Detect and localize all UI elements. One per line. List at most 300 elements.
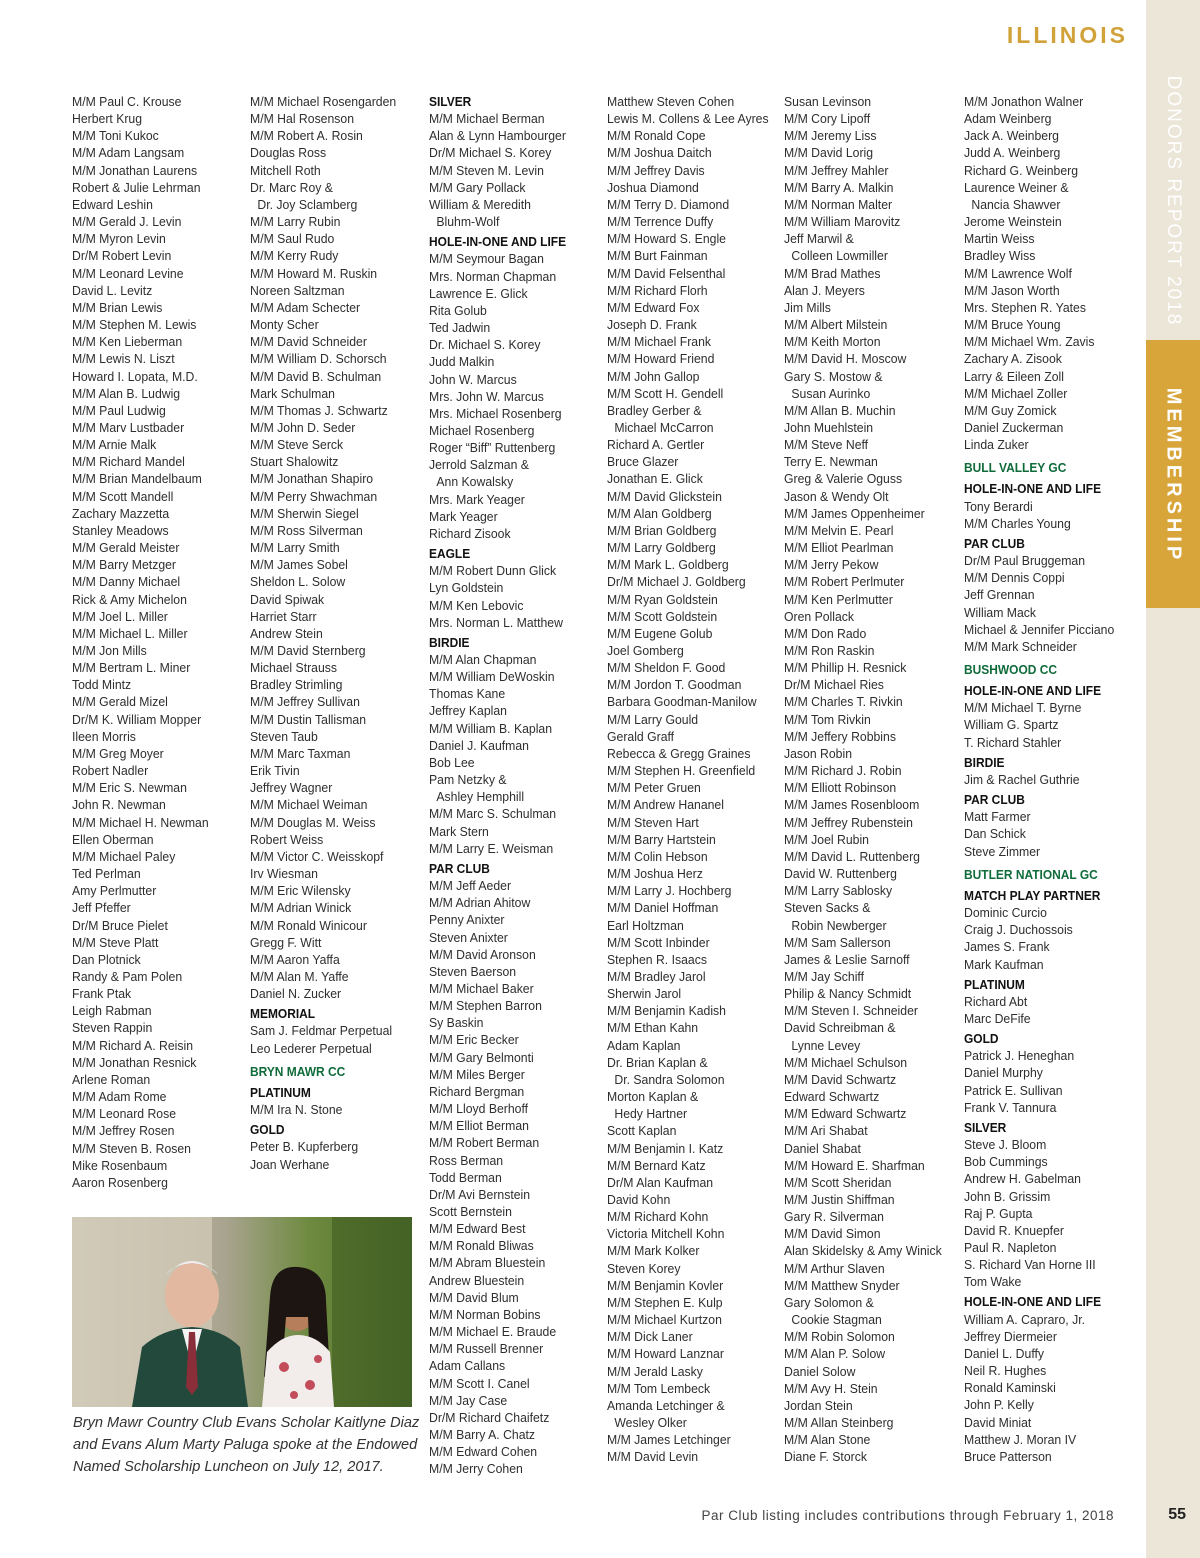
donor-entry: M/M Scott H. Gendell: [607, 385, 724, 401]
donor-entry: M/M Toni Kukoc: [72, 128, 159, 144]
donor-entry: Bob Cummings: [964, 1154, 1048, 1170]
donor-entry: Jerrold Salzman &: [429, 457, 529, 473]
donor-entry: Mrs. John W. Marcus: [429, 388, 544, 404]
donor-entry: Daniel Solow: [784, 1363, 856, 1379]
donor-entry: M/M David H. Moscow: [784, 351, 907, 367]
footer-note: Par Club listing includes contributions through February 1, 2018: [701, 1508, 1114, 1523]
donor-entry: M/M Jonathan Laurens: [72, 162, 198, 178]
donor-entry: Tony Berardi: [964, 498, 1033, 514]
donor-entry: Steven Korey: [607, 1260, 681, 1276]
level-heading: HOLE-IN-ONE AND LIFE: [964, 481, 1102, 497]
donor-entry: Dr. Michael S. Korey: [429, 337, 541, 353]
donor-entry: M/M Guy Zomick: [964, 402, 1057, 418]
donor-entry: M/M Greg Moyer: [72, 745, 164, 761]
donor-entry: John P. Kelly: [964, 1397, 1034, 1413]
donor-entry: M/M Larry Rubin: [250, 214, 341, 230]
page-number: 55: [1168, 1506, 1186, 1523]
donor-entry: M/M Avy H. Stein: [784, 1380, 878, 1396]
donor-entry: Jerome Weinstein: [964, 214, 1062, 230]
donor-entry: M/M Hal Rosenson: [250, 111, 355, 127]
donor-entry: M/M Dennis Coppi: [964, 570, 1065, 586]
donor-entry: Bruce Patterson: [964, 1448, 1052, 1464]
donor-entry: John Muehlstein: [784, 419, 874, 435]
donor-entry: M/M Thomas J. Schwartz: [250, 402, 388, 418]
donor-entry: M/M Sam Sallerson: [784, 934, 891, 950]
donor-entry: Adam Weinberg: [964, 111, 1052, 127]
donor-entry: M/M Lewis N. Liszt: [72, 351, 175, 367]
donor-entry: M/M Ken Lieberman: [72, 334, 183, 350]
donor-entry: M/M Victor C. Weisskopf: [250, 848, 384, 864]
donor-entry: M/M Bradley Jarol: [607, 968, 706, 984]
donor-entry: M/M Stephen E. Kulp: [607, 1294, 723, 1310]
donor-entry: William & Meredith: [429, 196, 531, 212]
donor-entry: M/M Jonathon Walner: [964, 94, 1084, 109]
donor-entry-continued: Colleen Lowmiller: [791, 248, 888, 264]
donor-entry: M/M Norman Malter: [784, 196, 893, 212]
donor-column-3: [429, 93, 604, 1478]
donor-entry: M/M Ronald Bliwas: [429, 1238, 534, 1254]
donor-entry: Gregg F. Witt: [250, 934, 322, 950]
donor-entry: Oren Pollack: [784, 608, 855, 624]
donor-entry: Robert Nadler: [72, 763, 149, 779]
donor-entry: Dan Plotnick: [72, 951, 141, 967]
donor-entry: Matthew J. Moran IV: [964, 1431, 1077, 1447]
donor-entry: M/M Howard M. Ruskin: [250, 265, 378, 281]
donor-entry: M/M Danny Michael: [72, 574, 181, 590]
donor-entry-continued: Dr. Sandra Solomon: [614, 1071, 725, 1087]
donor-entry: Irv Wiesman: [250, 866, 318, 882]
donor-entry: M/M Allan B. Muchin: [784, 402, 896, 418]
donor-entry: M/M Matthew Snyder: [784, 1277, 900, 1293]
donor-entry: M/M Dick Laner: [607, 1329, 693, 1345]
donor-entry: Thomas Kane: [429, 686, 506, 702]
donor-entry: Mrs. Norman Chapman: [429, 268, 557, 284]
donor-entry: Harriet Starr: [250, 608, 317, 624]
donor-entry: Gary Solomon &: [784, 1294, 874, 1310]
donor-entry: M/M Jeffrey Rosen: [72, 1123, 175, 1139]
level-heading: PLATINUM: [250, 1084, 311, 1100]
donor-entry: Dominic Curcio: [964, 905, 1047, 921]
donor-entry: M/M Alan B. Ludwig: [72, 385, 181, 401]
donor-entry: M/M Jeff Aeder: [429, 878, 512, 894]
donor-entry: M/M Ronald Cope: [607, 128, 706, 144]
donor-entry: M/M Marc S. Schulman: [429, 806, 557, 822]
donor-entry: Herbert Krug: [72, 111, 143, 127]
donor-entry: M/M Steven B. Rosen: [72, 1140, 191, 1156]
donor-entry: M/M Brian Lewis: [72, 299, 163, 315]
donor-entry: M/M Barry A. Malkin: [784, 179, 894, 195]
donor-entry: M/M Andrew Hananel: [607, 797, 724, 813]
donor-entry: Edward Schwartz: [784, 1089, 880, 1105]
donor-entry: Steven Sacks &: [784, 900, 871, 916]
donor-entry: Victoria Mitchell Kohn: [607, 1226, 725, 1242]
donor-entry: James S. Frank: [964, 939, 1050, 955]
donor-entry: Arlene Roman: [72, 1071, 151, 1087]
donor-entry: M/M Jerald Lasky: [607, 1363, 703, 1379]
donor-entry: M/M Peter Gruen: [607, 780, 701, 796]
donor-entry: M/M Gerald Mizel: [72, 694, 168, 710]
donor-entry: Judd A. Weinberg: [964, 145, 1061, 161]
donor-entry: M/M Elliott Robinson: [784, 780, 897, 796]
donor-entry-continued: Wesley Olker: [614, 1415, 687, 1431]
donor-entry-continued: Robin Newberger: [791, 917, 887, 933]
donor-entry: James & Leslie Sarnoff: [784, 951, 910, 967]
donor-entry: M/M Ron Raskin: [784, 643, 875, 658]
donor-entry: M/M Sheldon F. Good: [607, 660, 726, 676]
donor-entry: M/M Joshua Herz: [607, 866, 703, 882]
donor-entry: Marc DeFife: [964, 1010, 1031, 1026]
donor-column-6: [964, 93, 1139, 1465]
donor-entry: M/M Howard S. Engle: [607, 231, 726, 247]
donor-entry: M/M Keith Morton: [784, 334, 881, 350]
donor-entry: M/M Michael T. Byrne: [964, 700, 1082, 716]
donor-entry: M/M Jeffrey Rubenstein: [784, 814, 913, 830]
donor-entry: Mitchell Roth: [250, 162, 321, 178]
donor-entry: M/M James Rosenbloom: [784, 797, 920, 813]
donor-entry: Dan Schick: [964, 826, 1026, 842]
donor-entry: Adam Callans: [429, 1358, 506, 1374]
donor-entry: Jeff Grennan: [964, 587, 1035, 603]
donor-entry: M/M James Letchinger: [607, 1432, 731, 1448]
donor-entry: Laurence Weiner &: [964, 179, 1069, 195]
donor-entry: M/M Lloyd Berhoff: [429, 1101, 529, 1117]
donor-entry: Erik Tivin: [250, 763, 300, 779]
donor-entry: Steven Baerson: [429, 963, 517, 979]
donor-entry: M/M Edward Best: [429, 1221, 526, 1237]
donor-entry: Diane F. Storck: [784, 1449, 867, 1465]
donor-entry: M/M Michael Rosengarden: [250, 94, 397, 109]
donor-entry: M/M Terry D. Diamond: [607, 196, 730, 212]
donor-entry: M/M David Sternberg: [250, 643, 366, 658]
donor-entry: Steve J. Bloom: [964, 1137, 1047, 1153]
donor-entry: Amy Perlmutter: [72, 883, 157, 899]
donor-entry: M/M Howard Lanznar: [607, 1346, 724, 1362]
level-heading: HOLE-IN-ONE AND LIFE: [429, 234, 567, 250]
donor-entry: M/M Abram Bluestein: [429, 1255, 546, 1271]
donor-entry: M/M Benjamin Kovler: [607, 1277, 724, 1293]
donor-entry: Judd Malkin: [429, 354, 495, 370]
donor-entry: Alan Skidelsky & Amy Winick: [784, 1243, 942, 1259]
donor-entry: Neil R. Hughes: [964, 1363, 1047, 1379]
donor-entry: M/M David B. Schulman: [250, 368, 382, 384]
donor-entry: Patrick E. Sullivan: [964, 1082, 1063, 1098]
donor-entry: M/M Steve Platt: [72, 934, 159, 950]
donor-entry: M/M Howard E. Sharfman: [784, 1157, 925, 1173]
donor-entry: Jordan Stein: [784, 1397, 853, 1413]
donor-entry-continued: Dr. Joy Sclamberg: [257, 196, 358, 212]
photo-caption: Bryn Mawr Country Club Evans Scholar Kaitlyne Diaz and Evans Alum Marty Paluga spoke at the Endowed Named Scholarship Luncheon on July 12, 2017.: [73, 1415, 420, 1475]
level-heading: MEMORIAL: [250, 1006, 316, 1022]
donor-entry: Paul R. Napleton: [964, 1240, 1057, 1255]
donor-entry: M/M John D. Seder: [250, 419, 356, 435]
donor-entry: Daniel N. Zucker: [250, 986, 342, 1002]
donor-entry: M/M Stephen Barron: [429, 998, 542, 1014]
donor-entry: Stephen R. Isaacs: [607, 951, 707, 967]
donor-entry: M/M Michael Schulson: [784, 1054, 908, 1070]
donor-entry: M/M David Levin: [607, 1449, 699, 1465]
donor-entry: Jack A. Weinberg: [964, 128, 1059, 144]
donor-entry: M/M Alan Chapman: [429, 652, 537, 667]
donor-entry: M/M Jeffrey Davis: [607, 162, 705, 178]
level-heading: HOLE-IN-ONE AND LIFE: [964, 683, 1102, 699]
donor-entry: M/M Larry Gould: [607, 711, 699, 727]
donor-entry: M/M Colin Hebson: [607, 848, 708, 864]
donor-entry: Joseph D. Frank: [607, 317, 697, 333]
donor-entry: Michael & Jennifer Picciano: [964, 621, 1115, 637]
donor-entry: M/M Alan Stone: [784, 1432, 871, 1448]
donor-entry: M/M Ken Lebovic: [429, 597, 524, 613]
donor-entry: M/M Mark Kolker: [607, 1243, 700, 1259]
donor-entry: Richard Zisook: [429, 525, 511, 541]
donor-entry: M/M Elliot Berman: [429, 1118, 529, 1134]
donor-entry: M/M Phillip H. Resnick: [784, 660, 907, 676]
donor-entry: Edward Leshin: [72, 196, 153, 212]
level-heading: PAR CLUB: [429, 860, 490, 876]
donor-entry: Rick & Amy Michelon: [72, 591, 187, 607]
donor-entry: M/M Russell Brenner: [429, 1341, 544, 1357]
donor-entry: M/M Mark Schneider: [964, 638, 1077, 654]
donor-entry: Andrew H. Gabelman: [964, 1171, 1081, 1187]
donor-entry: M/M Sherwin Siegel: [250, 505, 359, 521]
donor-entry: M/M Aaron Yaffa: [250, 951, 340, 967]
donor-entry: M/M Eugene Golub: [607, 625, 713, 641]
donor-entry: M/M Gary Belmonti: [429, 1049, 534, 1065]
donor-entry: Mrs. Norman L. Matthew: [429, 614, 563, 630]
donor-entry: M/M David Felsenthal: [607, 265, 726, 281]
donor-entry: M/M Adrian Ahitow: [429, 895, 531, 911]
donor-entry: M/M David Simon: [784, 1226, 881, 1242]
donor-entry: M/M Stephen H. Greenfield: [607, 763, 756, 779]
donor-entry: Dr/M Michael S. Korey: [429, 145, 552, 161]
donor-entry-continued: Ann Kowalsky: [436, 474, 514, 490]
donor-entry: Rebecca & Gregg Graines: [607, 745, 751, 761]
donor-entry: Howard I. Lopata, M.D.: [72, 368, 198, 384]
donor-entry: Raj P. Gupta: [964, 1205, 1033, 1221]
donor-entry: M/M Tom Rivkin: [784, 711, 871, 727]
donor-entry: Dr. Brian Kaplan &: [607, 1054, 708, 1070]
donor-entry: David L. Levitz: [72, 282, 153, 298]
donor-entry: M/M Alan M. Yaffe: [250, 968, 349, 984]
donor-entry: Mark Schulman: [250, 385, 335, 401]
level-heading: HOLE-IN-ONE AND LIFE: [964, 1294, 1102, 1310]
donor-entry: M/M Joel Rubin: [784, 831, 869, 847]
level-heading: EAGLE: [429, 546, 471, 562]
donor-entry: M/M Adrian Winick: [250, 900, 352, 916]
donor-entry: Dr. Marc Roy &: [250, 179, 333, 195]
donor-entry: M/M Steve Serck: [250, 437, 344, 453]
donor-entry: Bradley Wiss: [964, 248, 1036, 264]
level-heading: SILVER: [964, 1119, 1007, 1135]
donor-entry-continued: Cookie Stagman: [791, 1312, 882, 1328]
donor-entry: Richard A. Gertler: [607, 437, 705, 453]
donor-entry: M/M Scott Mandell: [72, 488, 174, 504]
donor-entry: David Kohn: [607, 1192, 671, 1207]
donor-column-1: [72, 93, 247, 1191]
donor-entry: Pam Netzky &: [429, 772, 507, 788]
club-heading: BUTLER NATIONAL GC: [964, 866, 1098, 882]
donor-entry: M/M James Sobel: [250, 557, 348, 573]
donor-entry: Dr/M K. William Mopper: [72, 711, 202, 727]
donor-entry: M/M Mark L. Goldberg: [607, 557, 729, 573]
donor-entry: M/M Ryan Goldstein: [607, 591, 718, 607]
donor-entry: Jim Mills: [784, 299, 831, 315]
level-heading: SILVER: [429, 94, 472, 109]
donor-entry: M/M David Blum: [429, 1289, 519, 1305]
donor-entry: M/M Don Rado: [784, 625, 867, 641]
donor-entry: M/M Allan Steinberg: [784, 1415, 894, 1431]
donor-entry: Richard Abt: [964, 993, 1028, 1009]
donor-entry: M/M Arthur Slaven: [784, 1260, 885, 1276]
donor-entry: T. Richard Stahler: [964, 734, 1062, 750]
donor-entry: Daniel J. Kaufman: [429, 737, 529, 753]
donor-entry: Bradley Strimling: [250, 677, 343, 693]
donor-entry: M/M Ira N. Stone: [250, 1102, 343, 1118]
donor-entry: M/M Eric Wilensky: [250, 883, 351, 899]
donor-entry: Mrs. Mark Yeager: [429, 491, 525, 507]
donor-entry: M/M David L. Ruttenberg: [784, 848, 920, 864]
donor-entry: Adam Kaplan: [607, 1037, 681, 1053]
donor-entry: Aaron Rosenberg: [72, 1174, 168, 1190]
donor-entry: M/M Leonard Rose: [72, 1106, 177, 1122]
donor-entry: Leo Lederer Perpetual: [250, 1040, 372, 1056]
donor-entry: M/M Kerry Rudy: [250, 248, 339, 264]
donor-entry: M/M Brad Mathes: [784, 265, 881, 281]
donor-entry-continued: Lynne Levey: [791, 1037, 861, 1053]
donor-entry: Daniel Murphy: [964, 1065, 1043, 1081]
donor-entry: Daniel L. Duffy: [964, 1345, 1045, 1361]
donor-entry: M/M Edward Schwartz: [784, 1106, 907, 1122]
donor-entry: Douglas Ross: [250, 145, 327, 161]
donor-column-4: [607, 93, 782, 1466]
donor-entry: Jason & Wendy Olt: [784, 488, 889, 504]
donor-entry-continued: Susan Aurinko: [791, 385, 871, 401]
donor-entry: M/M Richard Mandel: [72, 454, 185, 470]
donor-entry: M/M Eric Becker: [429, 1032, 519, 1048]
donor-entry: M/M Charles T. Rivkin: [784, 694, 903, 710]
donor-entry: M/M Bruce Young: [964, 317, 1061, 333]
donor-entry: Bradley Gerber &: [607, 402, 702, 418]
donor-entry: M/M Jeffrey Sullivan: [250, 694, 360, 710]
donor-entry: M/M Michael L. Miller: [72, 625, 188, 641]
donor-entry: M/M Barry A. Chatz: [429, 1427, 536, 1443]
donor-entry: M/M Daniel Hoffman: [607, 900, 719, 916]
donor-entry: M/M Richard A. Reisin: [72, 1037, 194, 1053]
donor-entry: M/M Scott Goldstein: [607, 608, 718, 624]
donor-entry: M/M Barry Metzger: [72, 557, 177, 573]
donor-entry: Jeffrey Diermeier: [964, 1328, 1057, 1344]
donor-entry: Todd Mintz: [72, 677, 132, 693]
donor-entry: Jonathan E. Glick: [607, 471, 703, 487]
donor-entry: M/M Marv Lustbader: [72, 419, 185, 435]
donor-entry: Alan J. Meyers: [784, 282, 865, 298]
donor-entry: Mark Yeager: [429, 508, 498, 524]
donor-entry: Jeff Marwil &: [784, 231, 854, 247]
donor-entry: M/M Stephen M. Lewis: [72, 317, 197, 333]
donor-entry: Scott Bernstein: [429, 1204, 512, 1219]
donor-entry: Matt Farmer: [964, 809, 1031, 825]
donor-entry: M/M Ronald Winicour: [250, 917, 367, 933]
donor-entry: M/M Alan Goldberg: [607, 505, 712, 521]
donor-entry: M/M Richard J. Robin: [784, 763, 902, 779]
donor-entry: M/M Robert A. Rosin: [250, 128, 363, 144]
donor-entry: M/M Brian Mandelbaum: [72, 471, 202, 487]
donor-entry: M/M Jay Case: [429, 1392, 508, 1408]
donor-entry-continued: Bluhm-Wolf: [436, 214, 500, 230]
donor-entry: M/M Dustin Tallisman: [250, 711, 367, 727]
donor-entry: M/M David Glickstein: [607, 488, 722, 504]
donor-entry-continued: Ashley Hemphill: [436, 789, 525, 805]
donor-entry: M/M Jeffery Robbins: [784, 728, 896, 744]
donor-entry: M/M Arnie Malk: [72, 437, 157, 453]
donor-entry: Ronald Kaminski: [964, 1380, 1056, 1396]
donor-entry: Amanda Letchinger &: [607, 1397, 725, 1413]
donor-entry: M/M Ari Shabat: [784, 1123, 868, 1139]
donor-entry: M/M Jerry Cohen: [429, 1461, 523, 1477]
donor-entry: Andrew Stein: [250, 625, 323, 641]
donor-entry: M/M Leonard Levine: [72, 265, 184, 281]
donor-entry: Steve Zimmer: [964, 843, 1041, 859]
donor-entry: William A. Capraro, Jr.: [964, 1311, 1086, 1327]
donor-entry: M/M Larry Smith: [250, 540, 340, 556]
donor-entry: Steven Taub: [250, 728, 318, 744]
donor-entry: Mrs. Stephen R. Yates: [964, 299, 1086, 315]
donor-column-5: [784, 93, 959, 1466]
donor-entry: David Miniat: [964, 1414, 1032, 1430]
donor-entry: William Mack: [964, 604, 1037, 620]
level-heading: MATCH PLAY PARTNER: [964, 887, 1101, 903]
donor-entry: Dr/M Michael J. Goldberg: [607, 574, 746, 590]
donor-entry: Frank V. Tannura: [964, 1099, 1057, 1115]
donor-entry: Dr/M Alan Kaufman: [607, 1174, 714, 1190]
donor-entry: Frank Ptak: [72, 986, 132, 1002]
donor-entry: M/M Michael Frank: [607, 334, 712, 350]
donor-entry: M/M Joshua Daitch: [607, 145, 712, 161]
donor-entry: M/M Richard Florh: [607, 282, 708, 298]
donor-entry: Bob Lee: [429, 754, 475, 770]
donor-entry: Gary R. Silverman: [784, 1209, 884, 1225]
donor-entry: Dr/M Richard Chaifetz: [429, 1409, 550, 1425]
level-heading: BIRDIE: [429, 634, 470, 650]
donor-entry: M/M Michael Berman: [429, 111, 545, 127]
donor-entry: Robert Weiss: [250, 831, 324, 847]
donor-entry: Ross Berman: [429, 1152, 504, 1168]
donor-entry: M/M Edward Cohen: [429, 1444, 538, 1460]
donor-entry: M/M Cory Lipoff: [784, 111, 871, 127]
donor-entry: M/M Elliot Pearlman: [784, 540, 894, 556]
donor-entry: M/M William D. Schorsch: [250, 351, 387, 367]
donor-entry: M/M William Marovitz: [784, 214, 901, 230]
donor-entry: Ellen Oberman: [72, 831, 154, 847]
donor-entry: M/M Tom Lembeck: [607, 1380, 711, 1396]
donor-entry: M/M Jordon T. Goodman: [607, 677, 742, 693]
donor-entry: M/M Scott I. Canel: [429, 1375, 530, 1391]
donor-entry: M/M Adam Langsam: [72, 145, 185, 161]
donor-entry: Roger “Biff” Ruttenberg: [429, 440, 556, 456]
donor-entry: Daniel Zuckerman: [964, 419, 1064, 435]
donor-entry: M/M Lawrence Wolf: [964, 265, 1072, 281]
sidebar: [1146, 0, 1200, 1558]
donor-entry: Monty Scher: [250, 317, 319, 333]
donor-entry: Jason Robin: [784, 745, 853, 761]
donor-entry: Stanley Meadows: [72, 522, 169, 538]
report-title: DONORS REPORT 2018: [1163, 75, 1184, 327]
donor-entry: Dr/M Bruce Pielet: [72, 917, 168, 933]
donor-entry: Jeff Pfeffer: [72, 900, 131, 916]
donor-entry: Gary S. Mostow &: [784, 368, 883, 384]
donor-entry: Martin Weiss: [964, 231, 1035, 247]
section-tab: [1146, 340, 1200, 608]
donor-entry: Susan Levinson: [784, 94, 872, 109]
